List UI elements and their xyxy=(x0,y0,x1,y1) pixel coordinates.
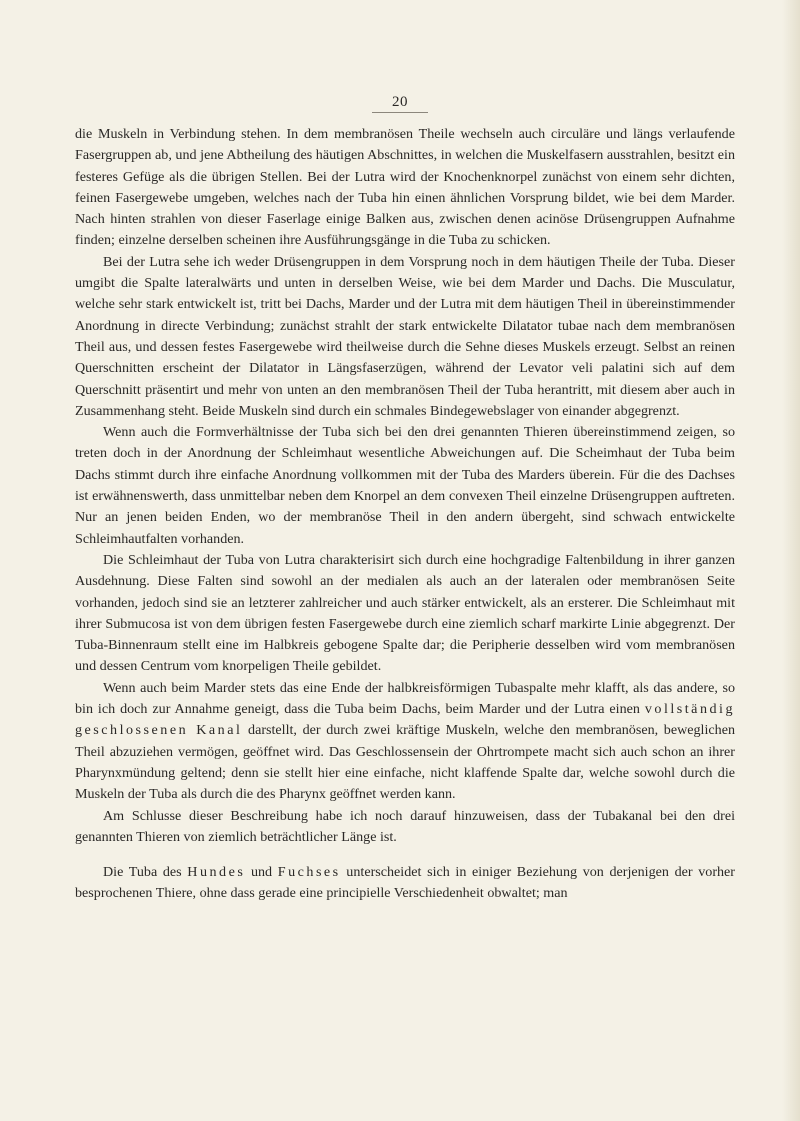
emphasized-word-fuchses: Fuchses xyxy=(277,864,341,881)
paragraph-1 xyxy=(75,124,735,252)
paragraph-6 xyxy=(75,806,735,849)
page-number xyxy=(0,94,800,113)
paragraph-text: die Muskeln in Verbindung stehen. In dem membranösen Theile wechseln auch circuläre und längs verlaufende Fasergruppen ab, und jene Abtheilung des häutigen Abschnittes, in welchen die Muskelfasern ausstrahlen, besitzt ein festeres Gefüge als die übrigen Stellen. Bei der Lutra wird der Knochenknorpel zunächst von einem sehr dichten, feinen Fasergewebe umgeben, welches nach der Tuba hin einen ähnlichen Vorsprung bildet, wie bei dem Marder. Nach hinten strahlen von dieser Faserlage einige Balken aus, zwischen denen acinöse Drüsengruppen Aufnahme finden; einzelne derselben scheinen ihre Ausführungsgänge in die Tuba zu schicken. xyxy=(75,126,735,249)
paragraph-text: darstellt, der durch zwei kräftige Muskeln, welche den membranösen, beweglichen Theil abzuziehen vermögen, geöffnet wird. Das Geschlossensein der Ohrtrompete macht sich auch schon an ihrer Pharynxmündung geltend; denn sie stellt hier eine einfache, nicht klaffende Spalte dar, welche sowohl durch die Muskeln der Tuba als durch die des Pharynx geöffnet werden kann. xyxy=(75,722,735,803)
paragraph-text: Bei der Lutra sehe ich weder Drüsengruppen in dem Vorsprung noch in dem häutigen Theile der Tuba. Dieser umgibt die Spalte lateralwärts und unten in derselben Weise, wie bei dem Marder und Dachs. Die Musculatur, welche sehr stark entwickelt ist, tritt bei Dachs, Marder und der Lutra mit dem häutigen Theil in übereinstimmender Anordnung in directe Verbindung; zunächst strahlt der stark entwickelte Dilatator tubae nach dem membranösen Theil aus, und dessen festes Fasergewebe wird theilweise durch die Sehne dieses Muskels erzeugt. Selbst an reinen Querschnitten erscheint der Dilatator in Längsfaserzügen, während der Levator veli palatini sich auf dem Querschnitt präsentirt und mehr von unten an den membranösen Theil der Tuba herantritt, mit diesem aber auch in Zusammenhang steht. Beide Muskeln sind durch ein schmales Bindegewebslager von einander abgegrenzt. xyxy=(75,253,735,419)
paragraph-text: Wenn auch beim Marder stets das eine Ende der halbkreisförmigen Tubaspalte mehr klafft, als das andere, so bin ich doch zur Annahme geneigt, dass die Tuba beim Dachs, beim Marder und der Lutra einen xyxy=(75,679,735,718)
paragraph-2 xyxy=(75,252,735,422)
paragraph-3 xyxy=(75,422,735,550)
emphasized-phrase: vollständig geschlossenen Kanal xyxy=(75,701,735,739)
emphasized-word-hundes: Hundes xyxy=(187,864,246,881)
page-edge-shadow xyxy=(782,0,800,1121)
paragraph-5 xyxy=(75,678,735,806)
body-text xyxy=(75,124,735,905)
paragraph-text: Die Tuba des xyxy=(103,864,188,881)
paragraph-text: Am Schlusse dieser Beschreibung habe ich noch darauf hinzuweisen, dass der Tubakanal bei den drei genannten Thieren von ziemlich beträchtlicher Länge ist. xyxy=(75,807,735,845)
paragraph-7 xyxy=(75,862,735,905)
paragraph-4 xyxy=(75,550,735,678)
page-number-text: 20 xyxy=(372,94,428,113)
paragraph-text: unterscheidet sich in einiger Beziehung von derjenigen der vorher besprochenen Thiere, ohne dass gerade eine principielle Verschiedenheit obwaltet; man xyxy=(75,864,736,902)
paragraph-text: und xyxy=(245,864,278,881)
paragraph-text: Die Schleimhaut der Tuba von Lutra charakterisirt sich durch eine hochgradige Faltenbildung in ihrer ganzen Ausdehnung. Diese Falten sind sowohl an der medialen als auch an der lateralen oder membranösen Seite vorhanden, jedoch sind sie an letzterer zahlreicher und auch stärker entwickelt, als an ersterer. Die Schleimhaut mit ihrer Submucosa ist von dem übrigen festen Fasergewebe durch eine ziemlich scharf markirte Linie abgegrenzt. Der Tuba-Binnenraum stellt eine im Halbkreis gebogene Spalte dar; die Peripherie desselben wird vom membranösen und dessen Centrum vom knorpeligen Theile gebildet. xyxy=(75,551,735,675)
paragraph-text: Wenn auch die Formverhältnisse der Tuba sich bei den drei genannten Thieren übereinstimmend zeigen, so treten doch in der Anordnung der Schleimhaut wesentliche Abweichungen auf. Die Scheimhaut der Tuba beim Dachs stimmt durch ihre einfache Anordnung vollkommen mit der Tuba des Marders überein. Für die des Dachses ist erwähnenswerth, dass unmittelbar neben dem Knorpel an dem convexen Theil einzelne Drüsengruppen auftreten. Nur an jenen beiden Enden, wo der membranöse Theil in den andern übergeht, sind schwach entwickelte Schleimhautfalten vorhanden. xyxy=(75,424,735,547)
